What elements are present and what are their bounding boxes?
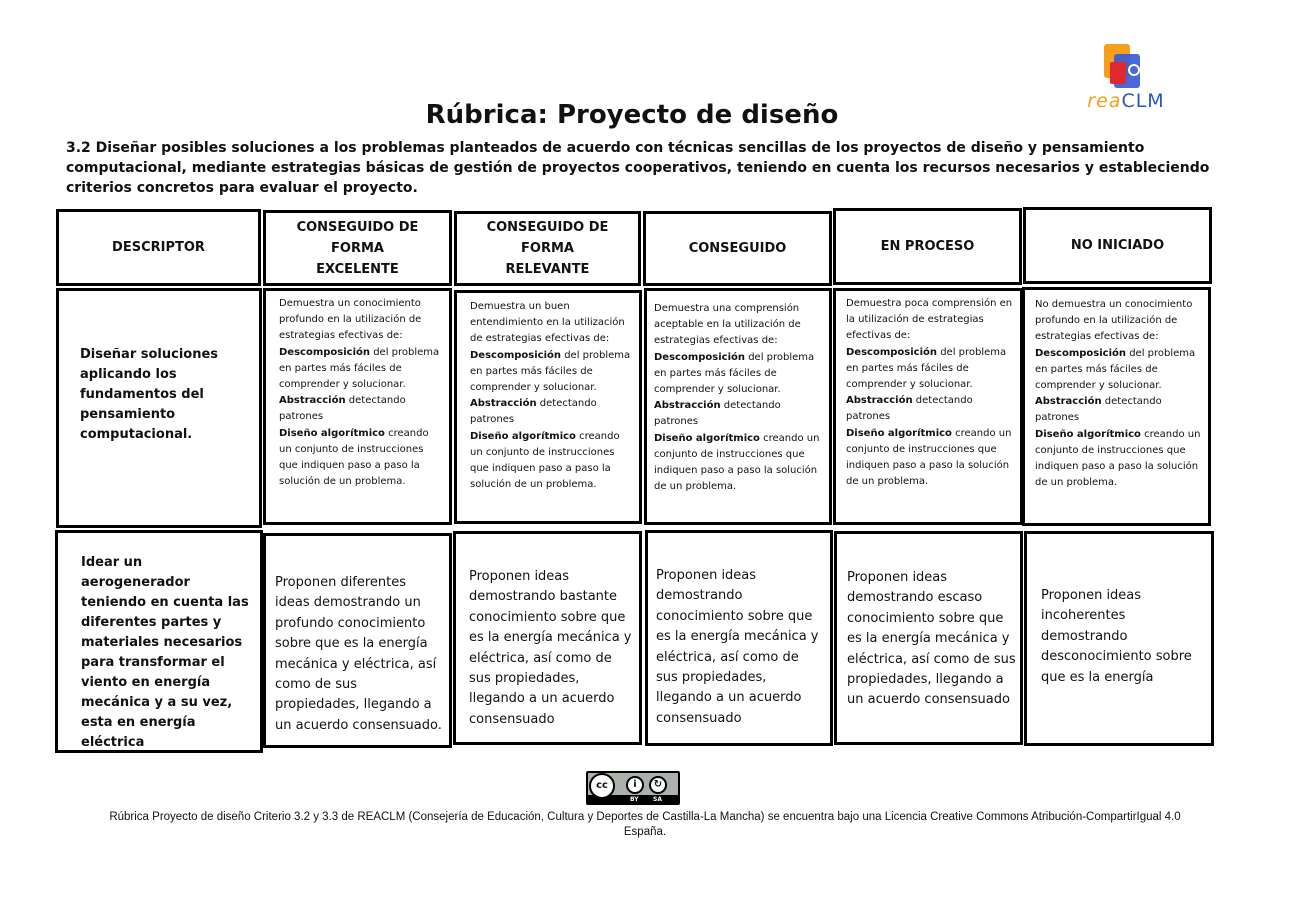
row1-descriptor: Diseñar soluciones aplicando los fundamentos del pensamiento computacional.: [80, 347, 219, 442]
header-excelente: CONSEGUIDO DE FORMA EXCELENTE: [263, 210, 452, 286]
by-label: BY: [630, 796, 639, 803]
header-relevante: CONSEGUIDO DE FORMA RELEVANTE: [454, 211, 641, 286]
logo-square-red: [1110, 62, 1126, 84]
by-person-icon: i: [626, 776, 644, 794]
row2-excelente-cell: [263, 533, 452, 748]
logo-text: reaCLM: [1087, 90, 1165, 112]
header-no-iniciado: NO INICIADO: [1023, 207, 1212, 284]
logo-ring-icon: [1128, 64, 1140, 76]
sa-share-alike-icon: ↻: [649, 776, 667, 794]
row2-en-proceso-cell: [834, 531, 1023, 745]
row2-no-iniciado-text: Proponen ideas incoherentes demostrando desconocimiento sobre que es la energía: [1041, 588, 1192, 685]
row1-conseguido-text: Demuestra una comprensión aceptable en la utilización de estrategias efectivas de: Descomposición del problema en partes más fáciles de comprender y solucionar. Abstracción detectando patrones Diseño algorítmico creando un conjunto de instrucciones que indiquen paso a paso la solución de un problema.: [654, 303, 820, 493]
row2-conseguido-cell: [645, 530, 833, 746]
row1-en-proceso-cell: [833, 288, 1023, 525]
license-notice: Rúbrica Proyecto de diseño Criterio 3.2 y 3.3 de REACLM (Consejería de Educación, Cultura y Deportes de Castilla-La Mancha) se encuentra bajo una Licencia Creative Commons Atribución-CompartirIgual 4.0 España.: [109, 811, 1181, 838]
row1-conseguido-cell: [644, 288, 832, 525]
row2-conseguido-text: Proponen ideas demostrando conocimiento sobre que es la energía mecánica y eléctrica, así como de sus propiedades, llegando a un acuerdo consensuado: [656, 568, 819, 726]
header-descriptor: DESCRIPTOR: [56, 209, 261, 286]
row1-excelente-cell: [263, 288, 452, 525]
row2-excelente-text: Proponen diferentes ideas demostrando un profundo conocimiento sobre que es la energía mecánica y eléctrica, así como de sus propiedades, llegando a un acuerdo consensuado.: [275, 575, 442, 733]
row2-descriptor-cell: [55, 530, 263, 753]
header-conseguido: CONSEGUIDO: [643, 211, 832, 286]
criterion-subtitle: 3.2 Diseñar posibles soluciones a los problemas planteados de acuerdo con técnicas sencillas de los proyectos de diseño y pensamiento computacional, mediante estrategias básicas de gestión de proyectos cooperativos, teniendo en cuenta los recursos necesarios y estableciendo criterios concretos para evaluar el proyecto.: [66, 140, 1210, 196]
row2-relevante-text: Proponen ideas demostrando bastante conocimiento sobre que es la energía mecánica y eléctrica, así como de sus propiedades, llegando a un acuerdo consensuado: [469, 569, 632, 727]
row2-en-proceso-text: Proponen ideas demostrando escaso conocimiento sobre que es la energía mecánica y eléctrica, así como de sus propiedades, llegando a un acuerdo consensuado: [847, 570, 1016, 708]
row1-excelente-text: Demuestra un conocimiento profundo en la utilización de estrategias efectivas de: Descomposición del problema en partes más fáciles de comprender y solucionar. Abstracción detectando patrones Diseño algorítmico creando un conjunto de instrucciones que indiquen paso a paso la solución de un problema.: [279, 298, 440, 488]
row2-descriptor: Idear un aerogenerador teniendo en cuenta las diferentes partes y materiales necesarios para transformar el viento en energía mecánica y a su vez, esta en energía eléctrica: [81, 555, 249, 750]
row1-relevante-cell: [454, 290, 642, 524]
page-title: Rúbrica: Proyecto de diseño: [425, 100, 839, 130]
row1-relevante-text: Demuestra un buen entendimiento en la utilización de estrategias efectivas de: Descomposición del problema en partes más fáciles de comprender y solucionar. Abstracción detectando patrones Diseño algorítmico creando un conjunto de instrucciones que indiquen paso a paso la solución de un problema.: [470, 301, 631, 491]
cc-by-sa-badge[interactable]: [586, 771, 680, 805]
header-en-proceso: EN PROCESO: [833, 208, 1022, 285]
row2-relevante-cell: [453, 531, 642, 745]
row1-no-iniciado-cell: [1022, 287, 1211, 526]
row1-en-proceso-text: Demuestra poca comprensión en la utilización de estrategias efectivas de: Descomposición del problema en partes más fáciles de comprender y solucionar. Abstracción detectando patrones Diseño algorítmico creando un conjunto de instrucciones que indiquen paso a paso la solución de un problema.: [846, 298, 1013, 488]
cc-icon: cc: [589, 773, 615, 799]
row2-no-iniciado-cell: [1024, 531, 1214, 746]
sa-label: SA: [653, 796, 662, 803]
row1-no-iniciado-text: No demuestra un conocimiento profundo en la utilización de estrategias efectivas de: Descomposición del problema en partes más fáciles de comprender y solucionar. Abstracción detectando patrones Diseño algorítmico creando un conjunto de instrucciones que indiquen paso a paso la solución de un problema.: [1035, 299, 1201, 489]
row1-descriptor-cell: [56, 288, 262, 528]
